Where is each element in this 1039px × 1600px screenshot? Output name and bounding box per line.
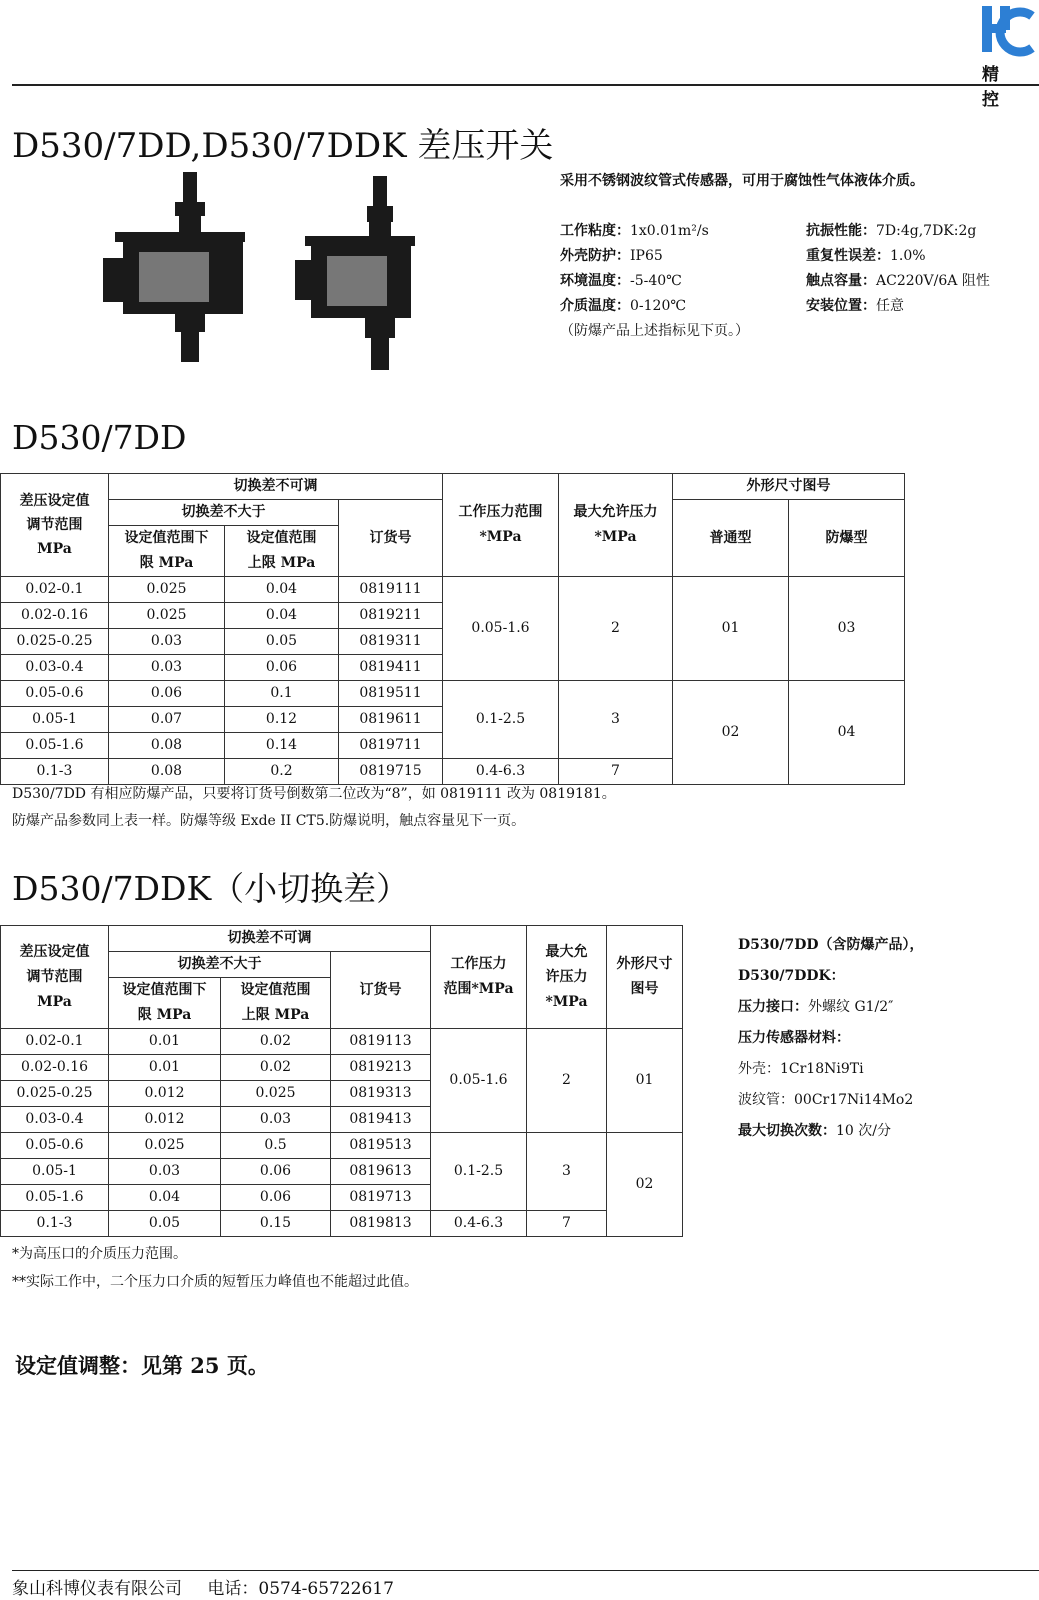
table-cell: 0819613 <box>331 1159 431 1185</box>
hdr-upper: 设定值范围 上限 MPa <box>221 978 331 1029</box>
table-cell: 0.02-0.16 <box>1 1055 109 1081</box>
table-cell: 0.06 <box>109 681 225 707</box>
table-cell: 0.02 <box>221 1055 331 1081</box>
hdr-dimension: 外形尺寸图号 <box>673 474 905 500</box>
table-cell: 0.08 <box>109 759 225 785</box>
table-cell: 01 <box>673 577 789 681</box>
table-cell: 0.1-2.5 <box>431 1133 527 1211</box>
hdr-work-pressure: 工作压力 范围*MPa <box>431 926 527 1029</box>
table-cell: 0.02-0.1 <box>1 1029 109 1055</box>
table-cell: 0.12 <box>225 707 339 733</box>
footer-phone: 0574-65722617 <box>258 1579 394 1599</box>
table-cell: 0.15 <box>221 1211 331 1237</box>
side-line: 压力传感器材料： <box>738 1030 850 1046</box>
table-cell: 0.03 <box>109 655 225 681</box>
table-cell: 0.2 <box>225 759 339 785</box>
hdr-range: 差压设定值 调节范围 MPa <box>1 474 109 577</box>
side-line: 波纹管：00Cr17Ni14Mo2 <box>738 1092 914 1108</box>
side-line: D530/7DDK： <box>738 968 845 984</box>
side-line: D530/7DD（含防爆产品）， <box>738 937 924 953</box>
table-cell: 0.02-0.16 <box>1 603 109 629</box>
table-cell: 0.08 <box>109 733 225 759</box>
spec-protection: 外壳防护：IP65 <box>560 248 663 264</box>
table-cell: 0.012 <box>109 1081 221 1107</box>
table-cell: 0.05-1 <box>1 707 109 733</box>
table-cell: 0.06 <box>225 655 339 681</box>
table-cell: 0.025 <box>109 1133 221 1159</box>
table-cell: 01 <box>607 1029 683 1133</box>
note-explosion-order: D530/7DD 有相应防爆产品，只要将订货号倒数第二位改为“8”，如 0819111 改为 0819181。 <box>12 786 616 802</box>
spec-ambient-temp: 环境温度：-5-40℃ <box>560 273 682 289</box>
table-cell: 0.05-0.6 <box>1 681 109 707</box>
table-cell: 0.025 <box>109 603 225 629</box>
hdr-max-pressure: 最大允 许压力 *MPa <box>527 926 607 1029</box>
side-info <box>738 930 924 1147</box>
table-cell: 0.1-2.5 <box>443 681 559 759</box>
note-explosion-params: 防爆产品参数同上表一样。防爆等级 Exde II CT5.防爆说明，触点容量见下一页。 <box>12 813 526 829</box>
table-cell: 0.025 <box>109 577 225 603</box>
specs-right <box>806 219 990 319</box>
table-cell: 0.1-3 <box>1 759 109 785</box>
table-cell: 0.03-0.4 <box>1 1107 109 1133</box>
table-cell: 0.03 <box>109 1159 221 1185</box>
notes-7ddk <box>12 1240 418 1296</box>
table-header-row <box>1 474 905 500</box>
table-cell: 3 <box>559 681 673 759</box>
table-row <box>1 681 905 707</box>
table-cell: 0819113 <box>331 1029 431 1055</box>
table-cell: 0819711 <box>339 733 443 759</box>
table-cell: 0819413 <box>331 1107 431 1133</box>
table-cell: 7 <box>559 759 673 785</box>
table-cell: 0.14 <box>225 733 339 759</box>
footer <box>12 1574 394 1599</box>
table-cell: 0819213 <box>331 1055 431 1081</box>
notes-7dd <box>12 781 616 835</box>
table-cell: 0.05-0.6 <box>1 1133 109 1159</box>
note-high-pressure: *为高压口的介质压力范围。 <box>12 1246 187 1262</box>
table-cell: 0.1-3 <box>1 1211 109 1237</box>
table-cell: 02 <box>607 1133 683 1237</box>
hdr-order: 订货号 <box>331 952 431 1029</box>
table-cell: 02 <box>673 681 789 785</box>
table-row <box>1 1133 683 1159</box>
table-cell: 0.05-1.6 <box>443 577 559 681</box>
header-rule <box>12 84 1039 86</box>
table-cell: 0.06 <box>221 1185 331 1211</box>
hdr-work-pressure: 工作压力范围 *MPa <box>443 474 559 577</box>
table-cell: 0819715 <box>339 759 443 785</box>
note-peak-pressure: **实际工作中，二个压力口介质的短暂压力峰值也不能超过此值。 <box>12 1274 418 1290</box>
side-line: 外壳：1Cr18Ni9Ti <box>738 1061 864 1077</box>
spec-contact-capacity: 触点容量：AC220V/6A 阻性 <box>806 273 990 289</box>
table-cell: 2 <box>559 577 673 681</box>
table-cell: 0.4-6.3 <box>443 759 559 785</box>
table-cell: 03 <box>789 577 905 681</box>
side-line: 最大切换次数：10 次/分 <box>738 1123 891 1139</box>
table-7ddk <box>0 925 683 1237</box>
spec-mounting: 安装位置：任意 <box>806 298 904 314</box>
table-cell: 0.05-1 <box>1 1159 109 1185</box>
table-cell: 0819311 <box>339 629 443 655</box>
page-title: D530/7DD,D530/7DDK 差压开关 <box>12 126 554 166</box>
table-row <box>1 1029 683 1055</box>
table-cell: 0819513 <box>331 1133 431 1159</box>
company-logo <box>978 2 1036 58</box>
table-cell: 0819411 <box>339 655 443 681</box>
table-cell: 0.4-6.3 <box>431 1211 527 1237</box>
table-cell: 0.02-0.1 <box>1 577 109 603</box>
hdr-explosion: 防爆型 <box>789 500 905 577</box>
table-cell: 2 <box>527 1029 607 1133</box>
spec-repeatability: 重复性误差：1.0% <box>806 248 926 264</box>
section-title-7ddk: D530/7DDK（小切换差） <box>12 869 410 908</box>
brand-name: 精控 <box>982 65 1013 110</box>
table-7dd <box>0 473 905 785</box>
spec-vibration: 抗振性能：7D:4g,7DK:2g <box>806 223 977 239</box>
table-cell: 7 <box>527 1211 607 1237</box>
table-cell: 0.01 <box>109 1055 221 1081</box>
table-cell: 0.025-0.25 <box>1 1081 109 1107</box>
table-cell: 0.5 <box>221 1133 331 1159</box>
section-title-7dd: D530/7DD <box>12 418 187 457</box>
table-cell: 0.05-1.6 <box>431 1029 527 1133</box>
hdr-lower: 设定值范围下 限 MPa <box>109 526 225 577</box>
table-cell: 0.025 <box>221 1081 331 1107</box>
hdr-non-adjustable: 切换差不可调 <box>109 474 443 500</box>
hdr-normal: 普通型 <box>673 500 789 577</box>
specs-left <box>560 219 749 344</box>
table-cell: 0.06 <box>221 1159 331 1185</box>
table-cell: 0.03 <box>221 1107 331 1133</box>
table-cell: 0.04 <box>225 577 339 603</box>
intro-text: 采用不锈钢波纹管式传感器，可用于腐蚀性气体液体介质。 <box>560 173 924 189</box>
table-cell: 0.05-1.6 <box>1 733 109 759</box>
footer-phone-label: 电话： <box>207 1579 259 1599</box>
table-cell: 0819211 <box>339 603 443 629</box>
spec-medium-temp: 介质温度：0-120℃ <box>560 298 687 314</box>
hdr-lower: 设定值范围下 限 MPa <box>109 978 221 1029</box>
table-cell: 0.05 <box>109 1211 221 1237</box>
table-cell: 0.1 <box>225 681 339 707</box>
table-cell: 0.07 <box>109 707 225 733</box>
setting-note: 设定值调整：见第 25 页。 <box>15 1353 269 1378</box>
hdr-not-greater: 切换差不大于 <box>109 952 331 978</box>
table-row <box>1 577 905 603</box>
table-cell: 04 <box>789 681 905 785</box>
table-cell: 0819813 <box>331 1211 431 1237</box>
table-cell: 0819313 <box>331 1081 431 1107</box>
table-cell: 0819713 <box>331 1185 431 1211</box>
table-cell: 0819511 <box>339 681 443 707</box>
hdr-dimension: 外形尺寸 图号 <box>607 926 683 1029</box>
hdr-range: 差压设定值 调节范围 MPa <box>1 926 109 1029</box>
table-row <box>1 1211 683 1237</box>
hdr-max-pressure: 最大允许压力 *MPa <box>559 474 673 577</box>
hdr-upper: 设定值范围 上限 MPa <box>225 526 339 577</box>
footer-rule <box>12 1570 1039 1571</box>
table-cell: 0.04 <box>225 603 339 629</box>
hdr-order: 订货号 <box>339 500 443 577</box>
product-photo <box>95 168 425 378</box>
table-cell: 3 <box>527 1133 607 1211</box>
table-cell: 0819111 <box>339 577 443 603</box>
table-cell: 0819611 <box>339 707 443 733</box>
table-header-row <box>1 926 683 952</box>
table-cell: 0.04 <box>109 1185 221 1211</box>
table-cell: 0.03 <box>109 629 225 655</box>
hdr-non-adjustable: 切换差不可调 <box>109 926 431 952</box>
table-cell: 0.025-0.25 <box>1 629 109 655</box>
footer-company: 象山科博仪表有限公司 <box>12 1579 182 1599</box>
table-cell: 0.02 <box>221 1029 331 1055</box>
hdr-not-greater: 切换差不大于 <box>109 500 339 526</box>
table-cell: 0.05 <box>225 629 339 655</box>
spec-viscosity: 工作粘度：1x0.01m²/s <box>560 223 709 239</box>
side-line: 压力接口：外螺纹 G1/2″ <box>738 999 894 1015</box>
spec-note: （防爆产品上述指标见下页。） <box>560 323 749 339</box>
table-cell: 0.05-1.6 <box>1 1185 109 1211</box>
table-cell: 0.012 <box>109 1107 221 1133</box>
table-cell: 0.01 <box>109 1029 221 1055</box>
table-cell: 0.03-0.4 <box>1 655 109 681</box>
